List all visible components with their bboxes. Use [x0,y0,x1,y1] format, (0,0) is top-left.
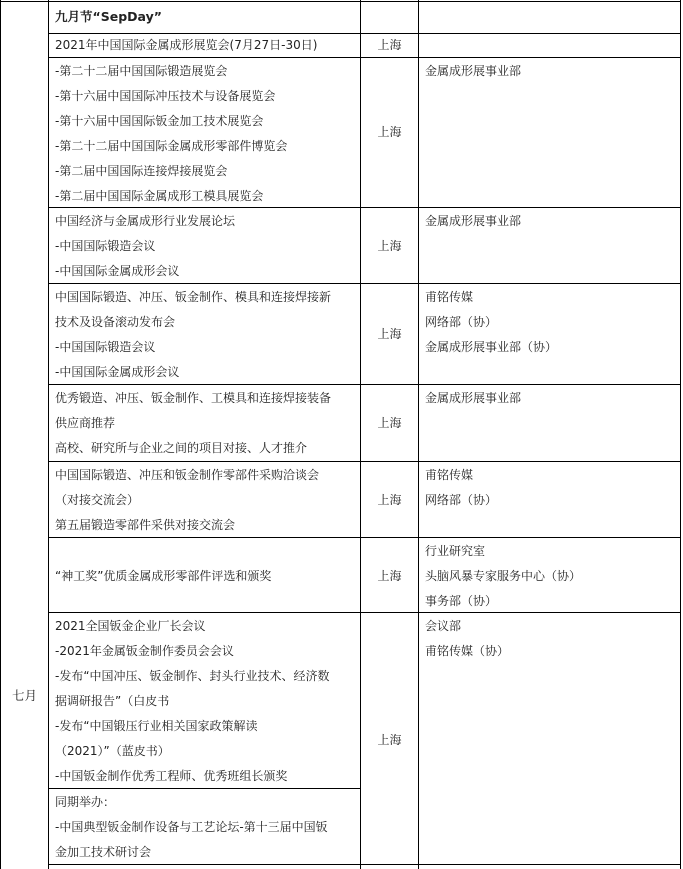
organizer-line: 甫铭传媒（协） [425,644,510,658]
organizer-line: 甫铭传媒 [425,468,474,482]
event-line: -第二十二届中国国际金属成形零部件博览会 [55,139,288,153]
city-cell [361,120,418,145]
organizer-cell [419,614,680,664]
event-line: 2021年中国国际金属成形展览会(7月27日-30日) [55,38,318,52]
city: 上海 [377,416,402,430]
event-line: 技术及设备滚动发布会 [55,315,176,329]
organizer-cell [419,539,680,614]
grid-line [48,461,681,462]
event-cell [49,209,360,284]
event-line: -中国国际锻造会议 [55,239,156,253]
grid-line [0,1,681,2]
event-line: -2021年金属钣金制作委员会会议 [55,644,234,658]
organizer-line: 金属成形展事业部 [425,391,522,405]
event-cell [49,564,360,589]
grid-line [48,57,681,58]
organizer-line: 网络部（协） [425,493,498,507]
event-line: 同期举办： [55,795,116,809]
event-line: 优秀锻造、冲压、钣金制作、工模具和连接焊接装备 [55,391,332,405]
city-cell [361,728,418,753]
city-cell [361,564,418,589]
event-cell [49,59,360,209]
city-cell [361,234,418,259]
event-line: -发布“中国锻压行业相关国家政策解读 [55,719,258,733]
organizer-line: 金属成形展事业部 [425,64,522,78]
organizer-cell [419,285,680,360]
event-cell [49,386,360,461]
organizer-line: 会议部 [425,619,462,633]
city: 上海 [377,239,402,253]
event-line: -中国国际锻造会议 [55,340,156,354]
event-line: 中国国际锻造、冲压、钣金制作、模具和连接焊接新 [55,290,332,304]
event-line: -中国国际金属成形会议 [55,365,180,379]
grid-line [418,0,419,869]
event-line: 第五届锻造零部件采供对接交流会 [55,518,236,532]
organizer-line: 金属成形展事业部（协） [425,340,558,354]
organizer-line: 甫铭传媒 [425,290,474,304]
city: 上海 [377,125,402,139]
event-line: -中国典型钣金制作设备与工艺论坛-第十三届中国钣 [55,820,328,834]
event-cell [49,463,360,538]
section-title: 九月节“SepDay” [55,9,162,24]
grid-line [680,0,681,869]
organizer-cell [419,59,680,84]
organizer-line: 头脑风暴专家服务中心（协） [425,569,582,583]
event-line: -中国国际金属成形会议 [55,264,180,278]
city: 上海 [377,569,402,583]
city-cell [361,322,418,347]
event-line: -第十六届中国国际冲压技术与设备展览会 [55,89,276,103]
month-cell [1,686,48,704]
event-cell [49,614,360,789]
organizer-cell [419,386,680,411]
organizer-cell [419,463,680,513]
event-line: （对接交流会） [55,493,140,507]
event-line: -中国钣金制作优秀工程师、优秀班组长颁奖 [55,769,288,783]
organizer-line: 网络部（协） [425,315,498,329]
event-line: “神工奖”优质金属成形零部件评选和颁奖 [55,569,272,583]
organizer-line: 事务部（协） [425,594,498,608]
event-cell [49,34,360,57]
event-line: 中国经济与金属成形行业发展论坛 [55,214,236,228]
event-line: 高校、研究所与企业之间的项目对接、人才推介 [55,441,308,455]
organizer-cell [419,209,680,234]
city-cell [361,488,418,513]
event-cell [49,285,360,385]
city: 上海 [377,733,402,747]
city-cell [361,34,418,57]
event-line: -第二十二届中国国际锻造展览会 [55,64,228,78]
city: 上海 [377,38,402,52]
month-label: 七月 [11,688,37,703]
event-line: -第二届中国国际金属成形工模具展览会 [55,189,264,203]
event-line: 据调研报告”（白皮书 [55,694,170,708]
grid-line [0,0,1,869]
city: 上海 [377,493,402,507]
event-line: -发布“中国冲压、钣金制作、封头行业技术、经济数 [55,669,330,683]
event-line: 供应商推荐 [55,416,116,430]
city: 上海 [377,327,402,341]
section-title-cell [49,6,360,28]
city-cell [361,411,418,436]
organizer-line: 金属成形展事业部 [425,214,522,228]
event-line: 中国国际锻造、冲压和钣金制作零部件采购洽谈会 [55,468,320,482]
event-line: （2021）”（蓝皮书） [55,744,170,758]
event-line: -第十六届中国国际钣金加工技术展览会 [55,114,264,128]
event-cell [49,790,360,865]
organizer-line: 行业研究室 [425,544,486,558]
event-line: 2021全国钣金企业厂长会议 [55,619,206,633]
event-line: 金加工技术研讨会 [55,845,152,859]
event-line: -第二届中国国际连接焊接展览会 [55,164,228,178]
